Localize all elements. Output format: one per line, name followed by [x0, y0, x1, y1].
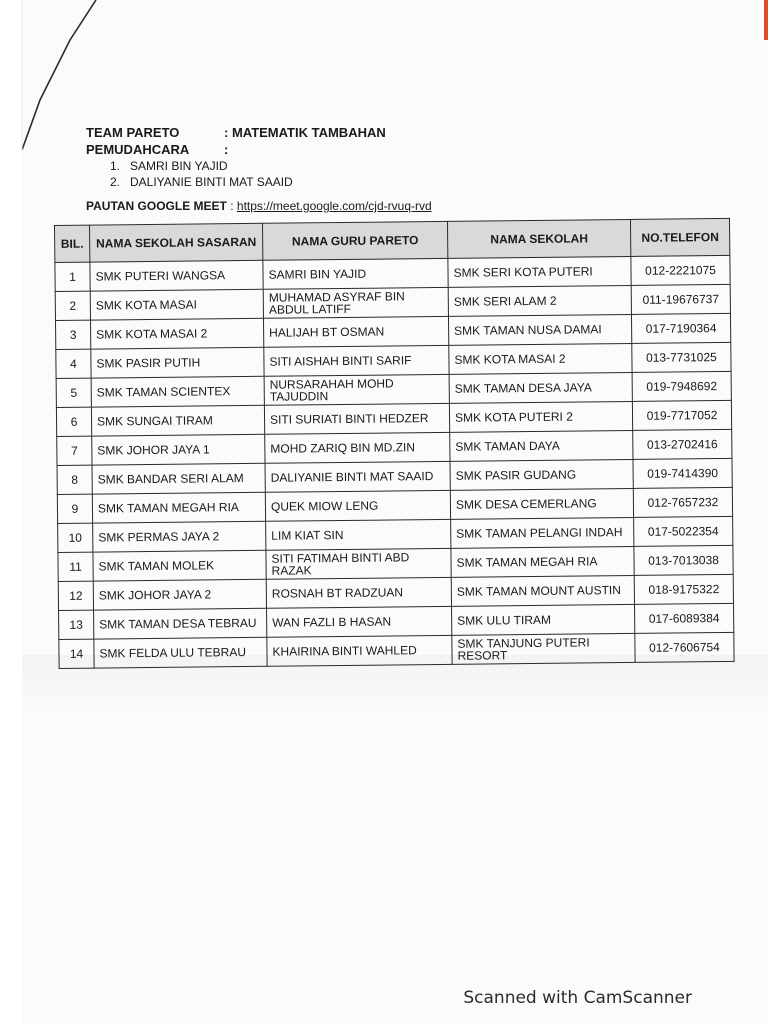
facilitator-item: 2. DALIYANIE BINTI MAT SAAID — [110, 175, 293, 189]
cell-sasaran: SMK BANDAR SERI ALAM — [92, 463, 265, 494]
document-header — [86, 124, 432, 215]
cell-guru: QUEK MIOW LENG — [265, 490, 450, 521]
facilitator-label: PEMUDAHCARA — [86, 142, 190, 157]
col-header-sasaran: NAMA SEKOLAH SASARAN — [90, 223, 263, 262]
cell-telefon: 012-7657232 — [633, 487, 732, 517]
col-header-sekolah: NAMA SEKOLAH — [447, 219, 630, 258]
cell-sekolah: SMK ULU TIRAM — [452, 604, 635, 635]
pareto-table — [54, 218, 735, 669]
facilitator-list — [86, 158, 432, 190]
cell-sekolah: SMK TAMAN DAYA — [450, 430, 633, 461]
cell-bil: 5 — [56, 378, 91, 407]
cell-telefon: 013-2702416 — [633, 429, 732, 459]
camscanner-watermark: Scanned with CamScanner — [463, 988, 692, 1008]
cell-telefon: 017-6089384 — [635, 603, 734, 633]
cell-sasaran: SMK TAMAN MEGAH RIA — [92, 492, 265, 523]
cell-telefon: 017-7190364 — [631, 313, 730, 343]
cell-telefon: 013-7731025 — [632, 342, 731, 372]
scan-margin — [0, 0, 22, 1024]
cell-telefon: 019-7414390 — [633, 458, 732, 488]
cell-telefon: 018-9175322 — [634, 574, 733, 604]
cell-bil: 9 — [57, 494, 92, 523]
cell-telefon: 012-2221075 — [631, 255, 730, 285]
cell-sekolah: SMK DESA CEMERLANG — [450, 488, 633, 519]
cell-bil: 1 — [55, 262, 90, 291]
cell-guru: MUHAMAD ASYRAF BIN ABDUL LATIFF — [263, 287, 448, 318]
cell-bil: 6 — [56, 407, 91, 436]
facilitator-row — [86, 141, 432, 158]
cell-bil: 4 — [56, 349, 91, 378]
cell-bil: 13 — [59, 610, 94, 639]
cell-guru: SAMRI BIN YAJID — [263, 258, 448, 289]
cell-sasaran: SMK TAMAN SCIENTEX — [91, 376, 264, 407]
cell-sekolah: SMK PASIR GUDANG — [450, 459, 633, 490]
cell-guru: KHAIRINA BINTI WAHLED — [267, 635, 452, 666]
cell-guru: DALIYANIE BINTI MAT SAAID — [265, 461, 450, 492]
cell-telefon: 019-7948692 — [632, 371, 731, 401]
col-header-guru: NAMA GURU PARETO — [262, 221, 447, 260]
facilitator-colon: : — [224, 142, 229, 157]
cell-sekolah: SMK TAMAN MEGAH RIA — [451, 546, 634, 577]
cell-sasaran: SMK TAMAN MOLEK — [93, 550, 266, 581]
cell-bil: 2 — [55, 291, 90, 320]
cell-sasaran: SMK JOHOR JAYA 1 — [92, 434, 265, 465]
cell-sasaran: SMK KOTA MASAI 2 — [90, 318, 263, 349]
meet-url-link[interactable]: https://meet.google.com/cjd-rvuq-rvd — [236, 199, 432, 213]
cell-guru: WAN FAZLI B HASAN — [267, 606, 452, 637]
cell-sasaran: SMK SUNGAI TIRAM — [91, 405, 264, 436]
cell-sekolah: SMK SERI ALAM 2 — [448, 285, 631, 316]
cell-guru: NURSARAHAH MOHD TAJUDDIN — [264, 374, 449, 405]
cell-bil: 7 — [57, 436, 92, 465]
team-row — [86, 124, 432, 141]
col-header-telefon: NO.TELEFON — [630, 218, 729, 256]
cell-telefon: 011-19676737 — [631, 284, 730, 314]
cell-sekolah: SMK KOTA MASAI 2 — [449, 343, 632, 374]
cell-sasaran: SMK PERMAS JAYA 2 — [93, 521, 266, 552]
cell-sasaran: SMK JOHOR JAYA 2 — [93, 579, 266, 610]
cell-bil: 14 — [59, 639, 94, 668]
cell-sekolah: SMK TAMAN NUSA DAMAI — [448, 314, 631, 345]
cell-sekolah: SMK TAMAN MOUNT AUSTIN — [451, 575, 634, 606]
meet-separator: : — [226, 199, 237, 213]
cell-sekolah: SMK TAMAN DESA JAYA — [449, 372, 632, 403]
cell-guru: SITI FATIMAH BINTI ABD RAZAK — [266, 548, 451, 579]
cell-sasaran: SMK TAMAN DESA TEBRAU — [94, 608, 267, 639]
cell-telefon: 012-7606754 — [635, 632, 734, 662]
cell-guru: HALIJAH BT OSMAN — [263, 316, 448, 347]
cell-telefon: 019-7717052 — [632, 400, 731, 430]
team-value: : MATEMATIK TAMBAHAN — [224, 125, 386, 140]
meet-label: PAUTAN GOOGLE MEET — [86, 199, 227, 213]
cell-sekolah: SMK TANJUNG PUTERI RESORT — [452, 633, 635, 664]
cell-sasaran: SMK PASIR PUTIH — [91, 347, 264, 378]
facilitator-name: SAMRI BIN YAJID — [130, 159, 228, 173]
cell-sasaran: SMK KOTA MASAI — [90, 289, 263, 320]
cell-guru: MOHD ZARIQ BIN MD.ZIN — [265, 432, 450, 463]
cell-bil: 10 — [58, 523, 93, 552]
facilitator-name: DALIYANIE BINTI MAT SAAID — [130, 175, 293, 189]
cell-bil: 3 — [56, 320, 91, 349]
cell-guru: SITI SURIATI BINTI HEDZER — [264, 403, 449, 434]
meet-link-row — [86, 198, 432, 215]
cell-bil: 11 — [58, 552, 93, 581]
cell-sasaran: SMK FELDA ULU TEBRAU — [94, 637, 267, 668]
cell-guru: LIM KIAT SIN — [266, 519, 451, 550]
facilitator-item: 1. SAMRI BIN YAJID — [110, 159, 228, 173]
team-label: TEAM PARETO — [86, 125, 180, 140]
col-header-bil: BIL. — [55, 225, 90, 262]
cell-sekolah: SMK SERI KOTA PUTERI — [448, 256, 631, 287]
cell-telefon: 017-5022354 — [634, 516, 733, 546]
cell-bil: 8 — [57, 465, 92, 494]
scan-edge-mark — [764, 0, 768, 40]
cell-guru: SITI AISHAH BINTI SARIF — [264, 345, 449, 376]
cell-guru: ROSNAH BT RADZUAN — [266, 577, 451, 608]
cell-sekolah: SMK KOTA PUTERI 2 — [449, 401, 632, 432]
cell-sasaran: SMK PUTERI WANGSA — [90, 260, 263, 291]
cell-telefon: 013-7013038 — [634, 545, 733, 575]
cell-bil: 12 — [58, 581, 93, 610]
cell-sekolah: SMK TAMAN PELANGI INDAH — [451, 517, 634, 548]
